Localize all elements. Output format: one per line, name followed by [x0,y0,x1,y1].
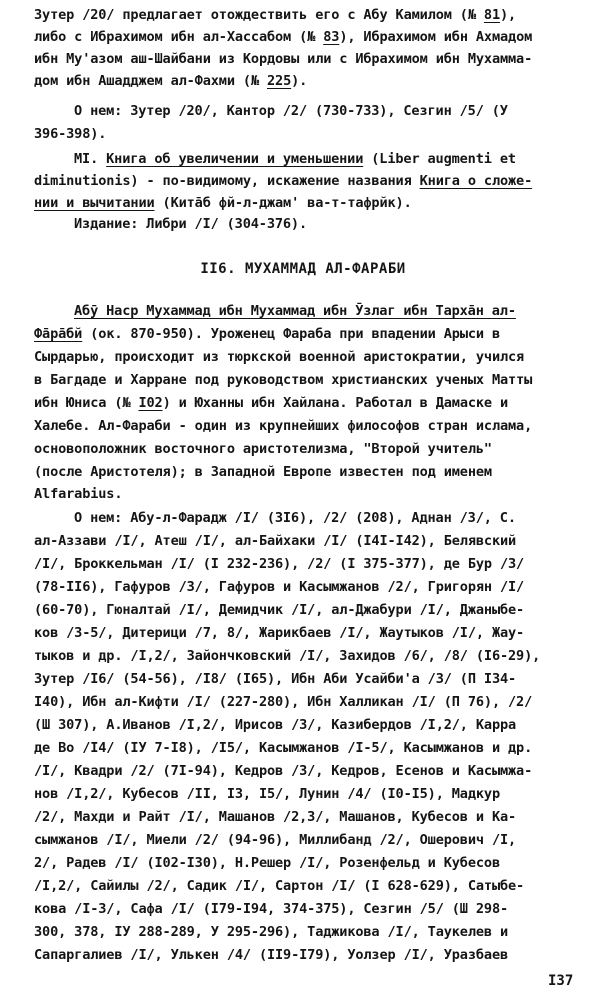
p3-text: diminutionis) - по-видимому, искажение названия [34,173,420,189]
p4-line-7: основоположник восточного аристотелизма, "Второй учитель" [34,441,492,457]
p1-line-1 [34,4,516,26]
p5-line-7: тыков и др. /I,2/, Зайончковский /I/, Захидов /6/, /8/ (I6-29), [34,648,541,664]
latin-title: (Liber augmenti et [363,151,516,167]
reference-number: I02 [138,395,163,411]
book-title: Книга о сложе- [419,173,533,189]
p1-text: ). [291,73,308,89]
p4-line-1 [74,300,516,322]
page-number: I37 [548,973,574,989]
p1-text: либо с Ибрахимом ибн ал-Хассабом (№ [34,29,324,45]
p4-line-3: Сырдарью, происходит из тюркской военной аристократии, учился [34,349,525,365]
person-name: Абӯ Наср Мухаммад ибн Мухаммад ибн Ӯзлаг ибн Тархāн ал- [74,303,516,319]
p5-line-14: /2/, Махди и Райт /I/, Машанов /2,3/, Машанов, Кубесов и Ка- [34,809,517,825]
p4-text: ибн Юниса (№ [34,395,139,411]
book-title: нии и вычитании [34,195,155,211]
p1-line-4 [34,70,307,92]
p5-line-1: О нем: Абу-л-Фарадж /I/ (3I6), /2/ (208), Аднан /3/, С. [74,510,516,526]
p1-line-3: ибн Му'азом аш-Шайбани из Кордовы или с Ибрахимом ибн Мухамма- [34,51,533,67]
p3-line-3 [34,192,412,214]
p5-line-17: /I,2/, Сайилы /2/, Садик /I/, Сартон /I/ (I 628-629), Сатыбе- [34,878,525,894]
p1-text: дом ибн Ашадджем ал-Фахми (№ [34,73,267,89]
p5-line-3: /I/, Броккельман /I/ (I 232-236), /2/ (I 375-377), де Бур /3/ [34,556,525,572]
reference-number: 83 [323,29,340,45]
section-heading: II6. МУХАММАД АЛ-ФАРАБИ [200,261,406,277]
p5-line-6: ков /3-5/, Дитерици /7, 8/, Жарикбаев /I/, Жаутыков /I/, Жау- [34,625,525,641]
p3-line-2 [34,170,532,192]
item-number: MI. [74,151,107,167]
p5-line-11: де Во /I4/ (IУ 7-I8), /I5/, Касымжанов /I-5/, Касымжанов и др. [34,740,533,756]
p4-line-8: (после Аристотеля); в Западной Европе известен под именем [34,464,492,480]
p4-line-4: в Багдаде и Харране под руководством христианских ученых Матты [34,372,533,388]
p3-line-4: Издание: Либри /I/ (304-376). [74,216,307,232]
reference-number: 225 [267,73,292,89]
p4-line-9: Alfarabius. [34,486,123,502]
p4-text: (ок. 870-950). Уроженец Фараба при впадении Арыси в [82,326,500,342]
p1-text: Зутер /20/ предлагает отождествить его с Абу Камилом (№ [34,7,484,23]
p2-line-1: О нем: Зутер /20/, Кантор /2/ (730-733), Сезгин /5/ (У [74,103,508,119]
reference-number: 81 [483,7,500,23]
p5-line-19: 300, 378, IУ 288-289, У 295-296), Таджикова /I/, Таукелев и [34,924,509,940]
p1-text: ), Ибрахимом ибн Ахмадом [339,29,533,45]
p5-line-10: (Ш 307), А.Иванов /I,2/, Ирисов /3/, Казибердов /I,2/, Карра [34,717,517,733]
p5-line-9: I40), Ибн ал-Кифти /I/ (227-280), Ибн Халликан /I/ (П 76), /2/ [34,694,533,710]
p5-line-18: кова /I-3/, Сафа /I/ (I79-I94, 374-375), Сезгин /5/ (Ш 298- [34,901,509,917]
p1-text: ), [500,7,517,23]
p2-line-2: 396-398). [34,126,107,142]
p5-line-16: 2/, Радев /I/ (I02-I30), Н.Решер /I/, Розенфельд и Кубесов [34,855,500,871]
p5-line-4: (78-II6), Гафуров /3/, Гафуров и Касымжанов /2/, Григорян /I/ [34,579,525,595]
p5-line-2: ал-Аззави /I/, Атеш /I/, ал-Байхаки /I/ (I4I-I42), Белявский [34,533,517,549]
p4-line-2 [34,323,500,345]
book-title: Книга об увеличении и уменьшении [106,151,364,167]
p5-line-20: Сапаргалиев /I/, Улькен /4/ (II9-I79), Уолзер /I/, Уразбаев [34,947,509,963]
person-name: Фāрāбй [34,326,83,342]
p3-line-1 [74,148,516,170]
p4-line-6: Халебе. Ал-Фараби - один из крупнейших философов стран ислама, [34,418,533,434]
p4-line-5 [34,392,508,414]
p5-line-12: /I/, Квадри /2/ (7I-94), Кедров /3/, Кедров, Есенов и Касымжа- [34,763,533,779]
p5-line-5: (60-70), Гюналтай /I/, Демидчик /I/, ал-Джабури /I/, Джаныбе- [34,602,525,618]
arabic-title: (Китāб фй-л-джам' ва-т-тафрйк). [154,195,412,211]
p5-line-15: сымжанов /I/, Миели /2/ (94-96), Миллибанд /2/, Ошерович /I, [34,832,517,848]
p1-line-2 [34,26,532,48]
p4-text: ) и Юханны ибн Хайлана. Работал в Дамаске и [162,395,509,411]
p5-line-8: Зутер /I6/ (54-56), /I8/ (I65), Ибн Аби Усайби'а /3/ (П I34- [34,671,517,687]
p5-line-13: нов /I,2/, Кубесов /II, I3, I5/, Лунин /4/ (I0-I5), Мадкур [34,786,500,802]
